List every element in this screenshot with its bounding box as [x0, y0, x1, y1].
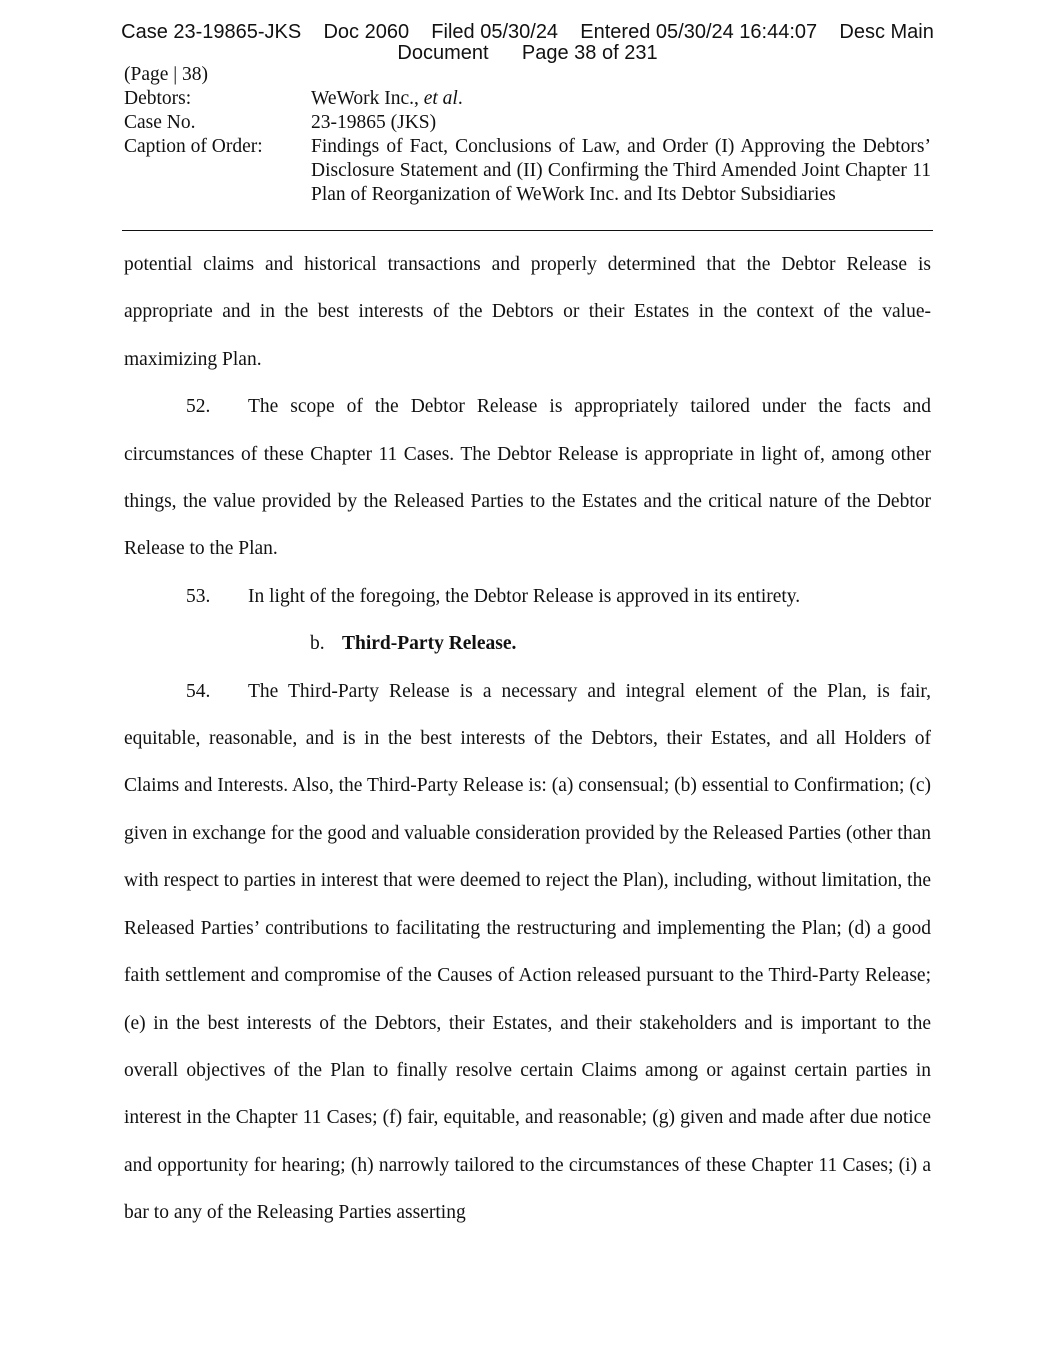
paragraph-53 — [124, 573, 931, 620]
court-filing-stamp-line1: Case 23-19865-JKS Doc 2060 Filed 05/30/24 Entered 05/30/24 16:44:07 Desc Main — [121, 21, 934, 43]
continuation-paragraph: potential claims and historical transactions and properly determined that the Debtor Release is appropriate and in the best interests of the Debtors or their Estates in the context of the value-maximizing Plan. — [124, 254, 931, 370]
page-reference: (Page | 38) — [124, 64, 209, 85]
heading-text: Third-Party Release. — [342, 633, 517, 655]
court-filing-stamp-line2: Document Page 38 of 231 — [397, 42, 658, 64]
caption-row-caption-of-order — [124, 135, 931, 207]
caption-value: WeWork Inc., et al. — [311, 88, 463, 109]
caption-value: 23-19865 (JKS) — [311, 112, 437, 133]
paragraph-text: The Third-Party Release is a necessary and integral element of the Plan, is fair, equitable, reasonable, and is in the best interests of the Debtors, their Estates, and all Holders of Claims and Interests. Also, the Third-Party Release is: (a) consensual; (b) essential to Confirmation; (c) given in exchange for the good and valuable consideration provided by the Released Parties (other than with respect to parties in interest that were deemed to reject the Plan), including, without limitation, the Released Parties’ contributions to facilitating the restructuring and implementing the Plan; (d) a good faith settlement and compromise of the Causes of Action released pursuant to the Third-Party Release; (e) in the best interests of the Debtors, their Estates, and their stakeholders and is important to the overall objectives of the Plan to finally resolve certain Claims among or against certain parties in interest in the Chapter 11 Cases; (f) fair, equitable, and reasonable; (g) given and made after due notice and opportunity for hearing; (h) narrowly tailored to the circumstances of these Chapter 11 Cases; (i) a bar to any of the Releasing Parties asserting — [124, 680, 931, 1224]
caption-divider — [122, 230, 933, 231]
order-caption — [124, 63, 931, 207]
order-body — [124, 241, 931, 1237]
paragraph-number: 52. — [186, 396, 211, 418]
paragraph-52 — [124, 383, 931, 573]
paragraph-number: 53. — [186, 585, 211, 607]
paragraph-54 — [124, 668, 931, 1237]
section-heading-third-party-release — [124, 620, 931, 667]
heading-letter: b. — [310, 633, 325, 655]
caption-label: Debtors: — [124, 88, 192, 109]
caption-row-case-no — [124, 111, 931, 135]
caption-label: Case No. — [124, 112, 196, 133]
paragraph-number: 54. — [186, 680, 211, 702]
caption-label: Caption of Order: — [124, 136, 263, 157]
caption-value: Findings of Fact, Conclusions of Law, and Order (I) Approving the Debtors’ Disclosure Statement and (II) Confirming the Third Amended Joint Chapter 11 Plan of Reorganization of WeWork Inc. and Its Debtor Subsidiaries — [311, 136, 931, 205]
paragraph-text: In light of the foregoing, the Debtor Release is approved in its entirety. — [248, 585, 801, 607]
paragraph-text: The scope of the Debtor Release is appropriately tailored under the facts and circumstances of these Chapter 11 Cases. The Debtor Release is appropriate in light of, among other things, the value provided by the Released Parties to the Estates and the critical nature of the Debtor Release to the Plan. — [124, 396, 931, 560]
caption-row-debtors — [124, 87, 931, 111]
